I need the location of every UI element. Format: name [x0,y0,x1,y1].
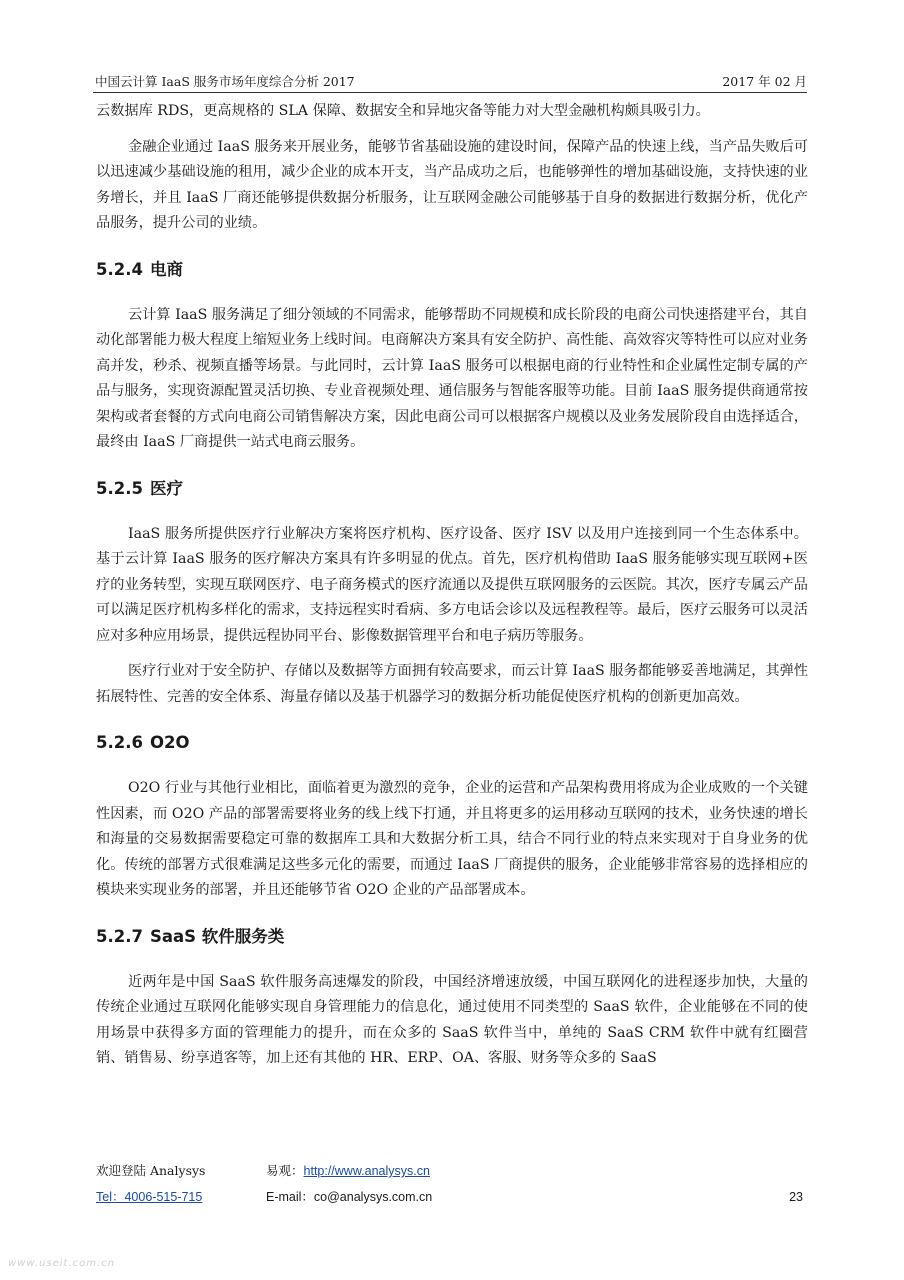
footer-site [266,1158,430,1184]
footer-site-label: 易观： [266,1163,304,1178]
watermark: www.useit.com.cn [8,1258,116,1269]
document-date: 2017 年 02 月 [722,74,807,89]
website-link[interactable]: http://www.analysys.cn [303,1164,430,1178]
paragraph-medical-1: IaaS 服务所提供医疗行业解决方案将医疗机构、医疗设备、医疗 ISV 以及用户连接到同一个生态体系中。基于云计算 IaaS 服务的医疗解决方案具有许多明显的优点。首先，医疗机构借助 IaaS 服务能够实现互联网+医疗的业务转型，实现互联网医疗、电子商务模式的医疗流通以及提供互联网服务的云医院。其次，医疗专属云产品可以满足医疗机构多样化的需求，支持远程实时看病、多方电话会诊以及远程教程等。最后，医疗云服务可以灵活应对多种应用场景，提供远程协同平台、影像数据管理平台和电子病历等服务。 [96,525,808,644]
paragraph-saas: 近两年是中国 SaaS 软件服务高速爆发的阶段，中国经济增速放缓，中国互联网化的进程逐步加快，大量的传统企业通过互联网化能够实现自身管理能力的信息化，通过使用不同类型的 SaaS 软件，企业能够在不同的使用场景中获得多方面的管理能力的提升，而在众多的 SaaS 软件当中，单纯的 SaaS CRM 软件中就有红圈营销、销售易、纷享逍客等，加上还有其他的 HR、ERP、OA、客服、财务等众多的 SaaS [96,973,808,1066]
section-heading-medical: 5.2.5 医疗 [96,478,183,498]
section-heading-o2o: 5.2.6 O2O [96,733,190,752]
footer-welcome: 欢迎登陆 Analysys [96,1163,206,1178]
document-title: 中国云计算 IaaS 服务市场年度综合分析 2017 [95,74,355,89]
page-header [93,70,807,93]
page-footer [96,1158,807,1210]
section-heading-saas: 5.2.7 SaaS 软件服务类 [96,926,285,946]
phone-link[interactable]: Tel：4006-515-715 [96,1190,203,1204]
section-heading-ecommerce: 5.2.4 电商 [96,259,183,279]
paragraph-o2o: O2O 行业与其他行业相比，面临着更为激烈的竞争，企业的运营和产品架构费用将成为企业成败的一个关键性因素，而 O2O 产品的部署需要将业务的线上线下打通，并且将更多的运用移动互联网的技术，业务快速的增长和海量的交易数据需要稳定可靠的数据库工具和大数据分析工具，结合不同行业的特点来实现对于自身业务的优化。传统的部署方式很难满足这些多元化的需要，而通过 IaaS 厂商提供的服务，企业能够非常容易的选择相应的模块来实现业务的部署，并且还能够节省 O2O 企业的产品部署成本。 [96,780,808,898]
paragraph-finance: 金融企业通过 IaaS 服务来开展业务，能够节省基础设施的建设时间，保障产品的快速上线，当产品失败后可以迅速减少基础设施的租用，减少企业的成本开支，当产品成功之后，也能够弹性的增加基础设施，支持快速的业务增长，并且 IaaS 厂商还能够提供数据分析服务，让互联网金融公司能够基于自身的数据进行数据分析，优化产品服务，提升公司的业绩。 [96,138,808,231]
page-number: 23 [789,1190,803,1204]
footer-email: E-mail：co@analysys.com.cn [266,1190,433,1204]
page-content [96,99,808,1072]
paragraph-ecommerce: 云计算 IaaS 服务满足了细分领域的不同需求，能够帮助不同规模和成长阶段的电商公司快速搭建平台，其自动化部署能力极大程度上缩短业务上线时间。电商解决方案具有安全防护、高性能、高效容灾等特性可以应对业务高并发，秒杀、视频直播等场景。与此同时，云计算 IaaS 服务可以根据电商的行业特性和企业属性定制专属的产品与服务，实现资源配置灵活切换、专业音视频处理、通信服务与智能客服等功能。目前 IaaS 服务提供商通常按架构或者套餐的方式向电商公司销售解决方案，因此电商公司可以根据客户规模以及业务发展阶段自由选择适合，最终由 IaaS 厂商提供一站式电商云服务。 [96,306,808,450]
paragraph-medical-2: 医疗行业对于安全防护、存储以及数据等方面拥有较高要求，而云计算 IaaS 服务都能够妥善地满足，其弹性拓展特性、完善的安全体系、海量存储以及基于机器学习的数据分析功能促使医疗机构的创新更加高效。 [96,663,808,705]
paragraph-rds: 云数据库 RDS，更高规格的 SLA 保障、数据安全和异地灾备等能力对大型金融机构颇具吸引力。 [96,103,710,119]
